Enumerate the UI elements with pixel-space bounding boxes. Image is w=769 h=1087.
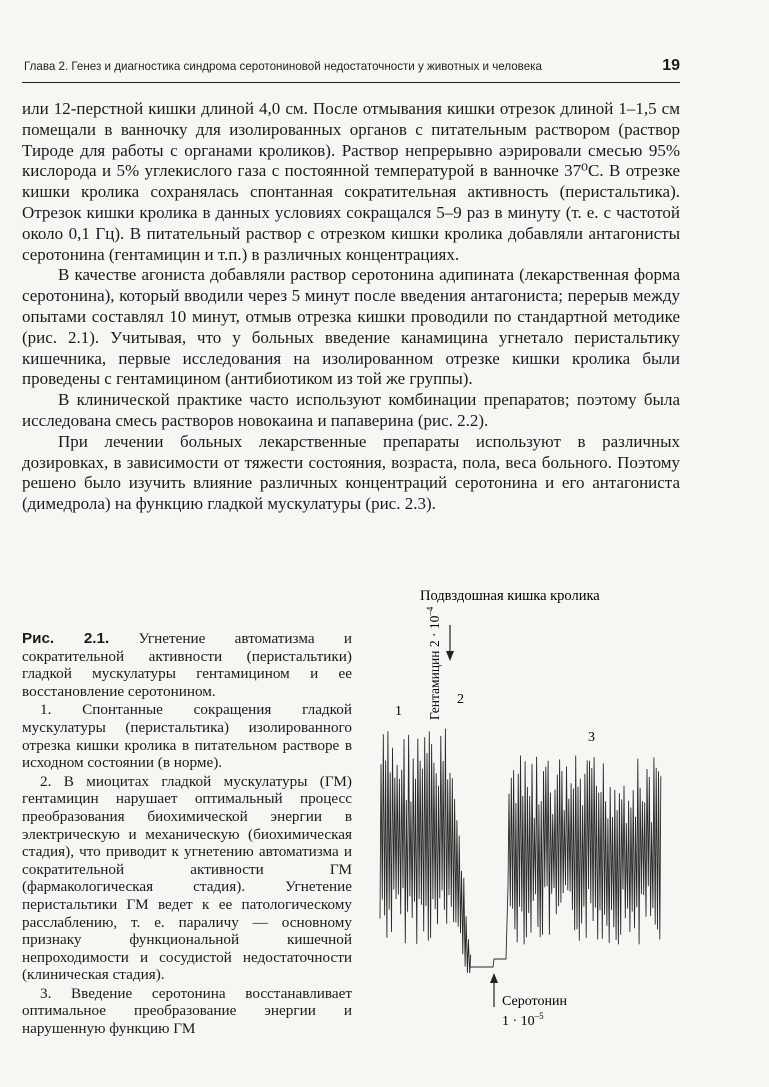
paragraph: При лечении больных лекарственные препараты используют в различных дозировках, в зависимости от тяжести состояния, возраста, пола, веса больного. Поэтому решено было изучить влияние различных концентраций серотонина и его антагониста (димедрола) на функцию гладкой мускулатуры (рис. 2.3).	[22, 431, 680, 514]
gentamicin-exponent: –4	[425, 606, 435, 616]
caption-item: 3. Введение серотонина восстанавливает оптимальное преобразование энергии и нарушенную функцию ГМ	[22, 984, 352, 1038]
contraction-trace	[380, 729, 661, 973]
caption-item: 2. В миоцитах гладкой мускулатуры (ГМ) гентамицин нарушает оптимальный процесс преобразования биохимической энергии в электрическую и механическую (биохимическая стадия), что приводит к угнетению автоматизма и сократительной активности ГМ (фармакологическая стадия). Угнетение перистальтики ГМ ведет к ее патологическому расслаблению, т. е. параличу — основному признаку функциональной кишечной непроходимости и сосудистой недостаточности (клиническая стадия).	[22, 772, 352, 984]
caption-item: 1. Спонтанные сокращения гладкой мускулатуры (перистальтика) изолированного отрезка кишки кролика в питательном растворе в исходном состоянии (в норме).	[22, 701, 352, 772]
serotonin-dose: $1 \cdot 10^{-5}$	[502, 1011, 544, 1029]
serotonin-label: Серотонин	[502, 994, 567, 1009]
figure-caption	[22, 630, 352, 1038]
main-text	[22, 99, 680, 515]
paragraph: В качестве агониста добавляли раствор серотонина адипината (лекарственная форма серотонина), который вводили через 5 минут после введения антагониста; перерыв между опытами составлял 10 минут, отмыв отрезка кишки проводили по стандартной методике (рис. 2.1). Учитывая, что у больных введение канамицина угнетало перистальтику кишечника, первые исследования на изолированном отрезке кишки кролика были проведены с гентамицином (антибиотиком из той же группы).	[22, 265, 680, 389]
svg-text:Гентамицин 2 · 10–4	[425, 606, 442, 720]
phase-label-3: 3	[588, 730, 595, 745]
kymogram	[360, 585, 690, 1030]
page-number: 19	[662, 57, 680, 74]
gentamicin-arrowhead	[446, 651, 454, 661]
phase-label-2: 2	[457, 692, 464, 707]
running-header	[22, 58, 680, 83]
caption-text: Угнетение автоматизма и сократительной активности (перистальтики) гладкой мускулатуры гентамицином и ее восстановление серотонином.	[22, 630, 353, 700]
serotonin-arrowhead	[490, 973, 498, 983]
gentamicin-label	[425, 606, 442, 720]
phase-label-1: 1	[395, 704, 402, 719]
caption-lead	[22, 630, 352, 700]
gentamicin-text: Гентамицин 2 · 10	[427, 615, 442, 720]
trace-line	[380, 729, 661, 973]
paragraph: В клинической практике часто используют комбинации препаратов; поэтому была исследована смесь растворов новокаина и папаверина (рис. 2.2).	[22, 390, 680, 430]
figure-2-1	[360, 585, 690, 1030]
paragraph: или 12-перстной кишки длиной 4,0 см. После отмывания кишки отрезок длиной 1–1,5 см помещали в ванночку для изолированных органов с питательным раствором (раствор Тироде для работы с органами кроликов). Раствор непрерывно аэрировали смесью 95% кислорода и 5% углекислого газа с постоянной температурой в ванночке 37⁰С. В отрезке кишки кролика сохранялась спонтанная сократительная активность (перистальтика). Отрезок кишки кролика в данных условиях сокращался 5–9 раз в минуту (т. е. с частотой около 0,1 Гц). В питательный раствор с отрезком кишки кролика добавляли антагонисты серотонина (гентамицин и т.п.) в различных концентрациях.	[22, 99, 680, 264]
figure-title: Подвздошная кишка кролика	[420, 588, 600, 604]
caption-label: Рис. 2.1.	[22, 630, 110, 647]
chapter-title: Глава 2. Генез и диагностика синдрома серотониновой недостаточности у животных и человека	[24, 60, 542, 73]
